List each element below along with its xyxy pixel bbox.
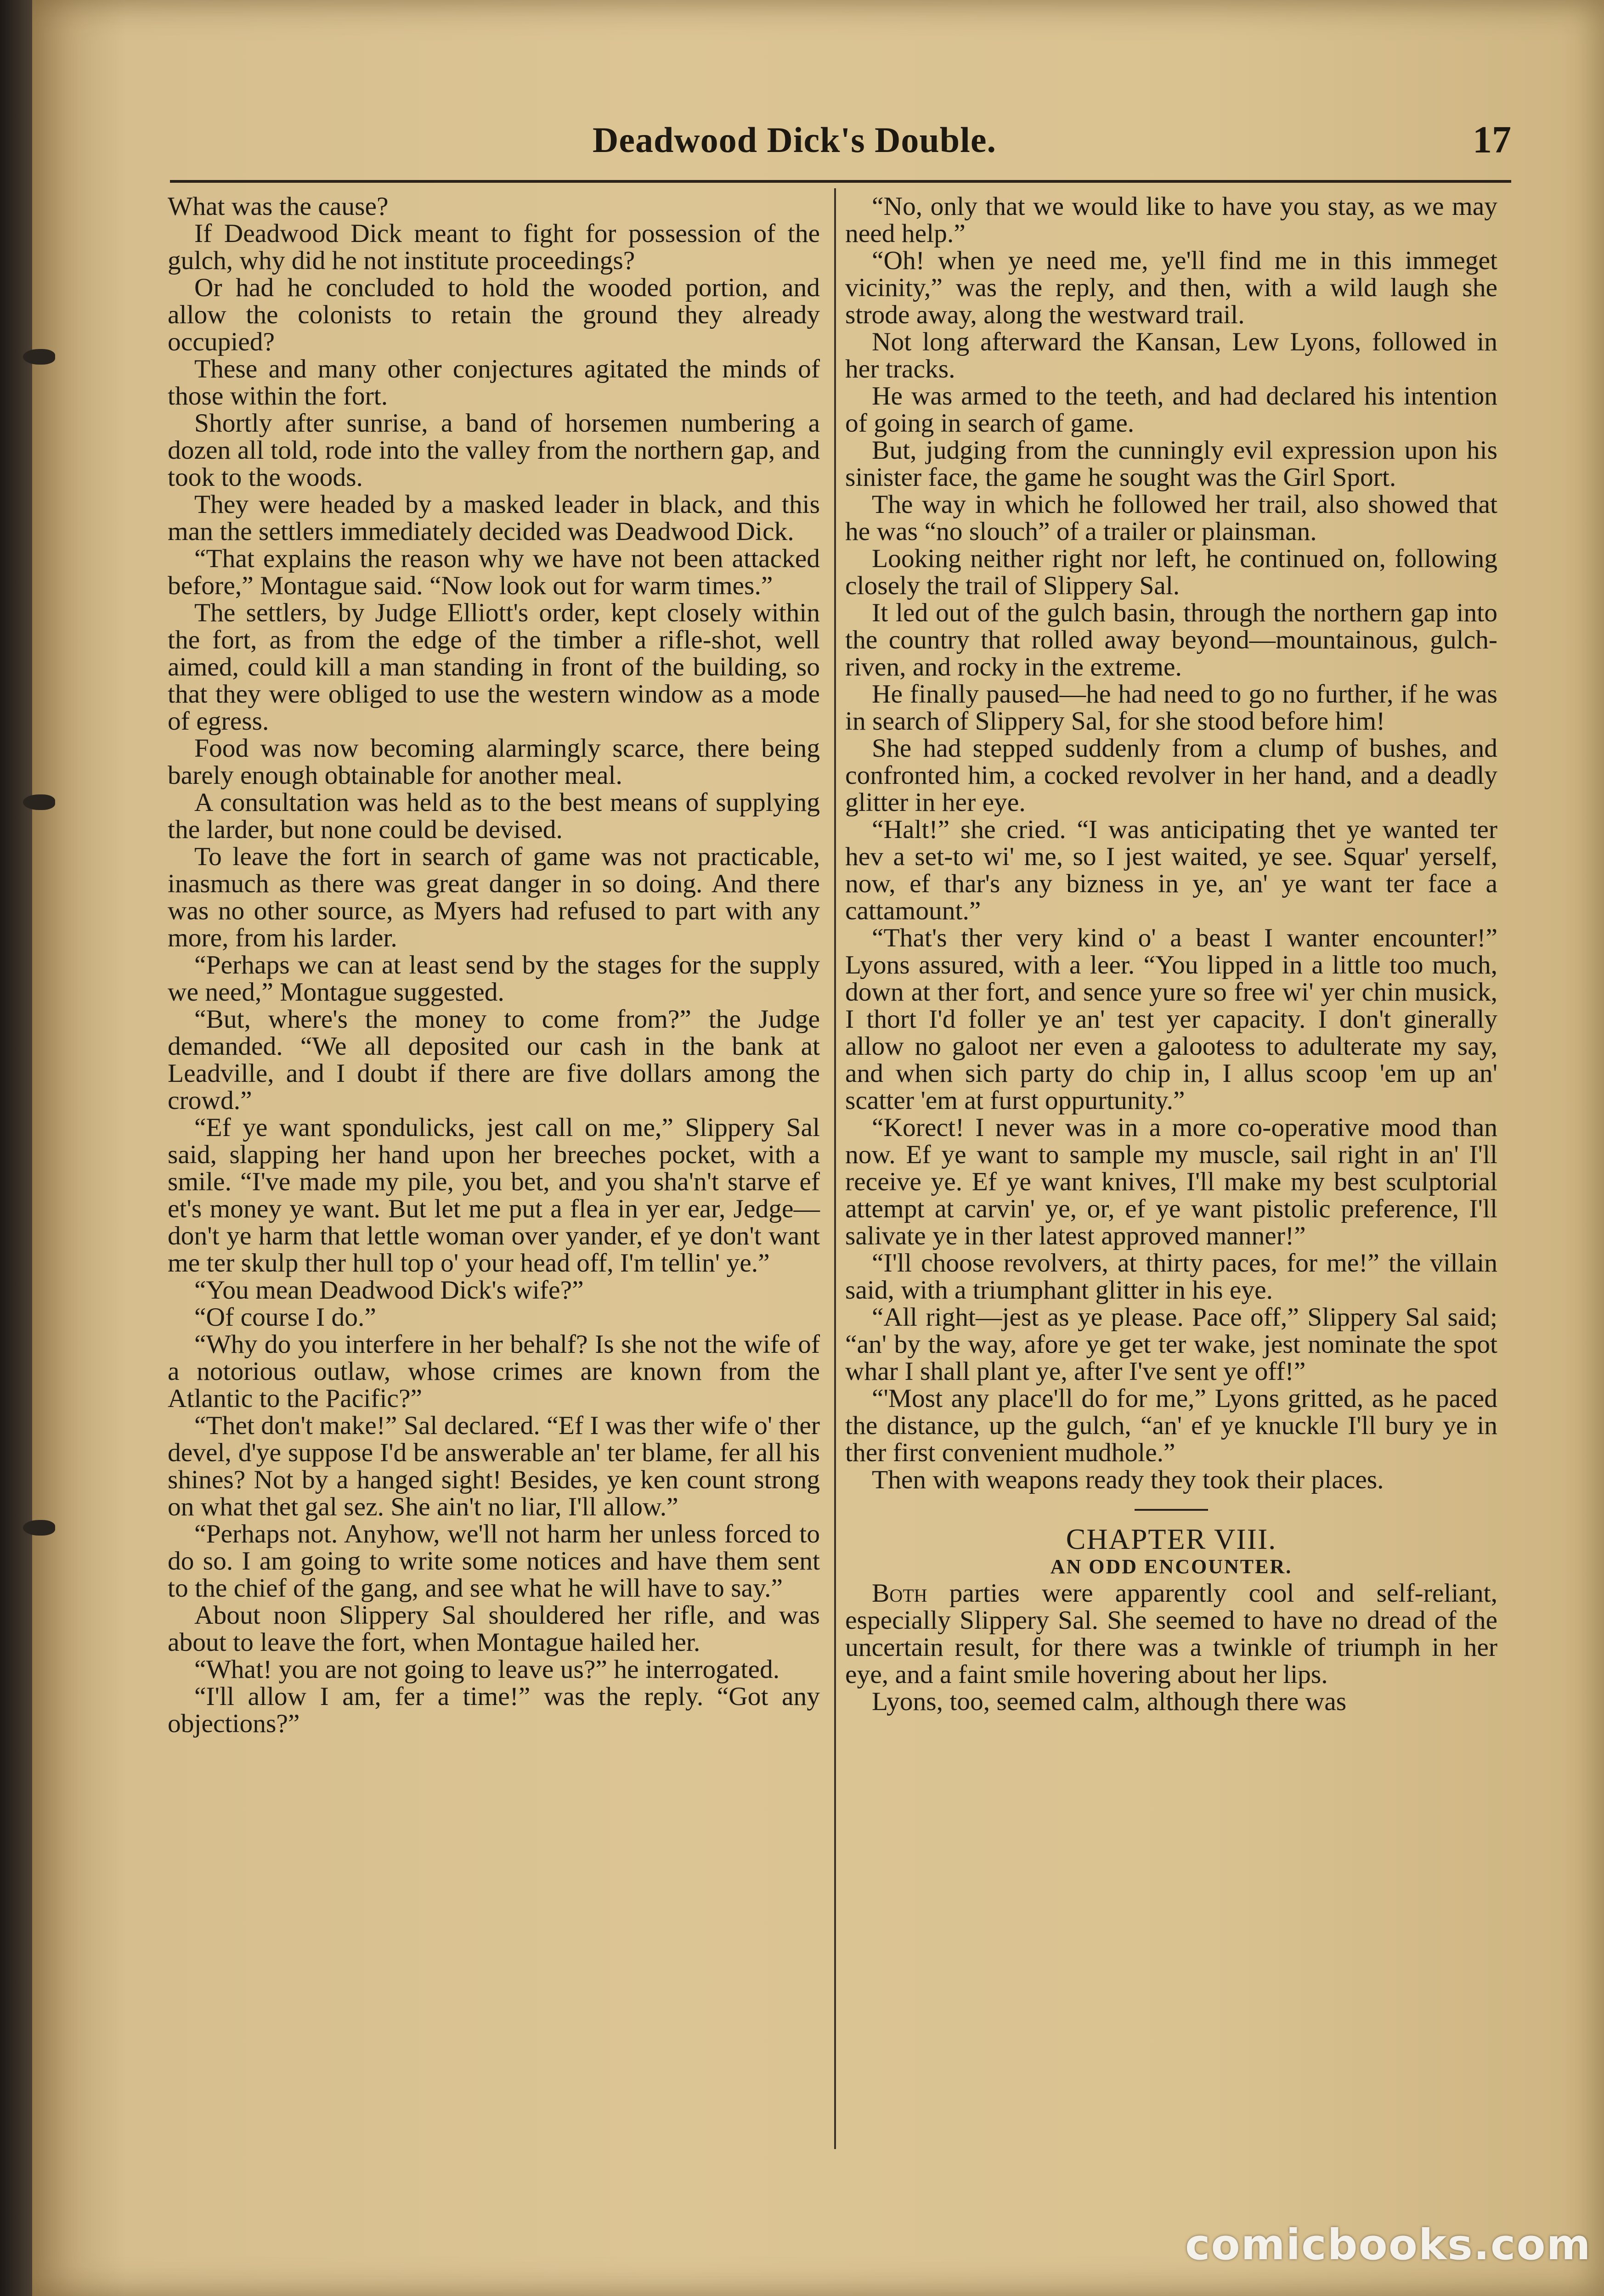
paragraph: “Thet don't make!” Sal declared. “Ef I was ther wife o' ther devel, d'ye suppose I'd be answerable an' ter blame, fer all his shines? Not by a hanged sight! Besides, ye ken count strong on what thet gal sez. She ain't no liar, I'll allow.”	[168, 1411, 820, 1521]
paragraph: Food was now becoming alarmingly scarce, there being barely enough obtainable for another meal.	[168, 734, 820, 790]
paragraph: Not long afterward the Kansan, Lew Lyons, followed in her tracks.	[845, 327, 1497, 383]
paragraph: It led out of the gulch basin, through the northern gap into the country that rolled away beyond—mountainous, gulch-riven, and rocky in the extreme.	[845, 598, 1497, 681]
paragraph-text: parties were apparently cool and self-reliant, especially Slippery Sal. She seemed to have no dread of the uncertain result, for there was a twinkle of triumph in her eye, and a faint smile hovering about her lips.	[845, 1579, 1497, 1689]
paragraph: To leave the fort in search of game was not practicable, inasmuch as there was great danger in so doing. And there was no other source, as Myers had refused to part with any more, from his larder.	[168, 842, 820, 952]
paragraph: “But, where's the money to come from?” the Judge demanded. “We all deposited our cash in the bank at Leadville, and I doubt if there are five dollars among the crowd.”	[168, 1005, 820, 1115]
paragraph: A consultation was held as to the best means of supplying the larder, but none could be devised.	[168, 788, 820, 844]
binding-staple	[23, 1520, 55, 1536]
paragraph: Looking neither right nor left, he continued on, following closely the trail of Slippery Sal.	[845, 544, 1497, 600]
binding-spine	[0, 0, 32, 2296]
paragraph: “You mean Deadwood Dick's wife?”	[194, 1276, 584, 1305]
watermark-logo: comicbooks.com	[1185, 2220, 1592, 2269]
paragraph: “Halt!” she cried. “I was anticipating thet ye wanted ter hev a set-to wi' me, so I jest waited, ye see. Squar' yerself, now, ef thar's any bizness in ye, an' ye want ter face a cattamount.”	[845, 815, 1497, 925]
drop-word: Both	[872, 1579, 927, 1608]
paragraph: What was the cause?	[168, 192, 389, 221]
left-column	[168, 193, 820, 1737]
header-rule	[170, 180, 1511, 183]
paragraph: “That's ther very kind o' a beast I wanter encounter!” Lyons assured, with a leer. “You lipped in a little too much, down at ther fort, and sence yure so free wi' yer chin musick, I thort I'd foller ye an' test yer capacity. I don't ginerally allow no galoot ner even a galootess to adulterate my say, and when sich party do chip in, I allus scoop 'em up an' scatter 'em at furst oppurtunity.”	[845, 923, 1497, 1115]
column-rule	[834, 188, 836, 2149]
running-header	[165, 92, 1511, 174]
chapter-heading: CHAPTER VIII.	[1066, 1523, 1277, 1555]
paragraph: She had stepped suddenly from a clump of bushes, and confronted him, a cocked revolver in her hand, and a deadly glitter in her eye.	[845, 734, 1497, 817]
binding-staple	[23, 794, 55, 810]
paragraph: “Of course I do.”	[194, 1303, 376, 1332]
paragraph: He finally paused—he had need to go no further, if he was in search of Slippery Sal, for she stood before him!	[845, 680, 1497, 736]
paragraph: The way in which he followed her trail, also showed that he was “no slouch” of a trailer or plainsman.	[845, 490, 1497, 546]
paragraph: The settlers, by Judge Elliott's order, kept closely within the fort, as from the edge of the timber a rifle-shot, well aimed, could kill a man standing in front of the building, so that they were obliged to use the western window as a mode of egress.	[168, 598, 820, 736]
right-column	[845, 193, 1497, 1715]
paragraph: “Why do you interfere in her behalf? Is she not the wife of a notorious outlaw, whose crimes are known from the Atlantic to the Pacific?”	[168, 1330, 820, 1413]
paragraph: If Deadwood Dick meant to fight for possession of the gulch, why did he not institute proceedings?	[168, 219, 820, 275]
paragraph: “'Most any place'll do for me,” Lyons gritted, as he paced the distance, up the gulch, “an' ef ye knuckle I'll bury ye in ther first convenient mudhole.”	[845, 1384, 1497, 1467]
paragraph: About noon Slippery Sal shouldered her rifle, and was about to leave the fort, when Montague hailed her.	[168, 1601, 820, 1657]
paragraph: “Ef ye want spondulicks, jest call on me,” Slippery Sal said, slapping her hand upon her breeches pocket, with a smile. “I've made my pile, you bet, and you sha'n't starve ef et's money ye want. But let me put a flea in yer ear, Jedge—don't ye harm that lettle woman over yander, ef ye don't want me ter skulp ther hull top o' your head off, I'm tellin' ye.”	[168, 1113, 820, 1277]
binding-staple	[23, 349, 55, 365]
running-title: Deadwood Dick's Double.	[593, 120, 996, 160]
chapter-subtitle: AN ODD ENCOUNTER.	[1050, 1555, 1293, 1578]
chapter-rule	[1135, 1509, 1208, 1511]
paragraph: “I'll choose revolvers, at thirty paces, for me!” the villain said, with a triumphant glitter in his eye.	[845, 1249, 1497, 1305]
paragraph	[845, 1580, 1497, 1688]
paragraph: “Korect! I never was in a more co-operative mood than now. Ef ye want to sample my muscle, sail right in an' I'll receive ye. Ef ye want knives, I'll make my best sculptorial attempt at carvin' ye, or, ef ye want pistolic preference, I'll salivate ye in ther latest approved manner!”	[845, 1113, 1497, 1250]
paragraph: Lyons, too, seemed calm, although there was	[872, 1687, 1347, 1716]
paragraph: He was armed to the teeth, and had declared his intention of going in search of game.	[845, 382, 1497, 438]
paragraph: These and many other conjectures agitated the minds of those within the fort.	[168, 355, 820, 411]
paragraph: “Perhaps not. Anyhow, we'll not harm her unless forced to do so. I am going to write some notices and have them sent to the chief of the gang, and see what he will have to say.”	[168, 1519, 820, 1603]
paragraph: But, judging from the cunningly evil expression upon his sinister face, the game he sought was the Girl Sport.	[845, 436, 1497, 492]
paragraph: Shortly after sunrise, a band of horsemen numbering a dozen all told, rode into the valley from the northern gap, and took to the woods.	[168, 409, 820, 492]
paragraph: “Oh! when ye need me, ye'll find me in this immeget vicinity,” was the reply, and then, with a wild laugh she strode away, along the westward trail.	[845, 246, 1497, 329]
paragraph: “All right—jest as ye please. Pace off,” Slippery Sal said; “an' by the way, afore ye get ter wake, jest nominate the spot whar I shall plant ye, after I've sent ye off!”	[845, 1303, 1497, 1386]
paragraph: “I'll allow I am, fer a time!” was the reply. “Got any objections?”	[168, 1682, 820, 1738]
paragraph: “That explains the reason why we have not been attacked before,” Montague said. “Now look out for warm times.”	[168, 544, 820, 600]
paragraph: They were headed by a masked leader in black, and this man the settlers immediately decided was Deadwood Dick.	[168, 490, 820, 546]
paragraph: Then with weapons ready they took their places.	[872, 1465, 1384, 1494]
paragraph: “No, only that we would like to have you stay, as we may need help.”	[845, 192, 1497, 248]
paragraph: “What! you are not going to leave us?” he interrogated.	[194, 1655, 780, 1684]
right-column-text	[845, 193, 1497, 1493]
paragraph: “Perhaps we can at least send by the stages for the supply we need,” Montague suggested.	[168, 951, 820, 1007]
paragraph: Or had he concluded to hold the wooded portion, and allow the colonists to retain the ground they already occupied?	[168, 273, 820, 356]
page-number: 17	[1473, 118, 1511, 161]
